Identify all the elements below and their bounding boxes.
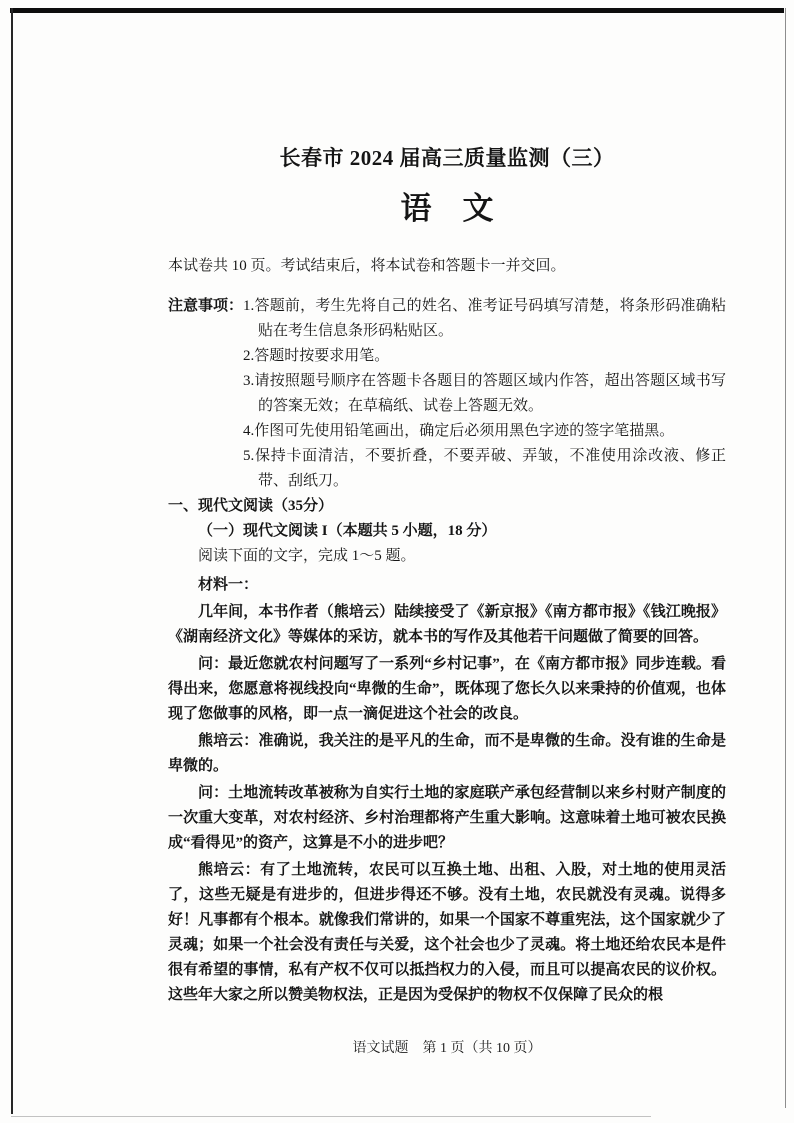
subject-title: 语 文 <box>400 191 494 227</box>
notice-block <box>168 294 726 494</box>
notice-item: 5.保持卡面清洁，不要折叠，不要弄破、弄皱，不准使用涂改液、修正带、刮纸刀。 <box>243 448 726 490</box>
scan-edge-left <box>11 8 13 1114</box>
section-heading: 一、现代文阅读（35分） <box>168 498 334 515</box>
page-footer: 语文试题 第 1 页（共 10 页） <box>352 1041 542 1056</box>
notice-label: 注意事项： <box>168 298 244 315</box>
notice-item: 4.作图可先使用铅笔画出，确定后必须用黑色字迹的签字笔描黑。 <box>243 423 675 440</box>
material-paragraph: 熊培云：准确说，我关注的是平凡的生命，而不是卑微的生命。没有谁的生命是卑微的。 <box>168 733 726 775</box>
scan-edge-right <box>785 8 786 1108</box>
material-paragraph: 几年间，本书作者（熊培云）陆续接受了《新京报》《南方都市报》《钱江晚报》《湖南经济文化》等媒体的采访，就本书的写作及其他若干问题做了简要的回答。 <box>168 604 726 646</box>
notice-item: 3.请按照题号顺序在答题卡各题目的答题区域内作答，超出答题区域书写的答案无效；在草稿纸、试卷上答题无效。 <box>243 373 726 415</box>
material-paragraph: 问：土地流转改革被称为自实行土地的家庭联产承包经营制以来乡村财产制度的一次重大变革，对农村经济、乡村治理都将产生重大影响。这意味着土地可被农民换成“看得见”的资产，这算是不小的进步吧？ <box>168 785 726 852</box>
scan-edge-bottom <box>11 1116 651 1117</box>
exam-page-content <box>168 130 726 1010</box>
scan-edge-top <box>10 8 784 13</box>
material-label: 材料一： <box>198 577 259 594</box>
notice-list <box>243 294 726 494</box>
return-note: 本试卷共 10 页。考试结束后，将本试卷和答题卡一并交回。 <box>168 258 566 275</box>
section-subheading: （一）现代文阅读 I（本题共 5 小题，18 分） <box>198 523 497 540</box>
notice-item: 2.答题时按要求用笔。 <box>243 348 390 365</box>
exam-title: 长春市 2024 届高三质量监测（三） <box>279 146 615 171</box>
reading-instruction: 阅读下面的文字，完成 1～5 题。 <box>198 548 416 565</box>
notice-item: 1.答题前，考生先将自己的姓名、准考证号码填写清楚，将条形码准确粘贴在考生信息条形码粘贴区。 <box>243 298 726 340</box>
material-paragraph: 问：最近您就农村问题写了一系列“乡村记事”，在《南方都市报》同步连载。看得出来，您愿意将视线投向“卑微的生命”，既体现了您长久以来秉持的价值观，也体现了您做事的风格，即一点一滴促进这个社会的改良。 <box>168 656 726 723</box>
material-paragraph: 熊培云：有了土地流转，农民可以互换土地、出租、入股，对土地的使用灵活了，这些无疑是有进步的，但进步得还不够。没有土地，农民就没有灵魂。说得多好！凡事都有个根本。就像我们常讲的，如果一个国家不尊重宪法，这个国家就少了灵魂；如果一个社会没有责任与关爱，这个社会也少了灵魂。将土地还给农民本是件很有希望的事情，私有产权不仅可以抵挡权力的入侵，而且可以提高农民的议价权。这些年大家之所以赞美物权法，正是因为受保护的物权不仅保障了民众的根 <box>168 862 726 1004</box>
